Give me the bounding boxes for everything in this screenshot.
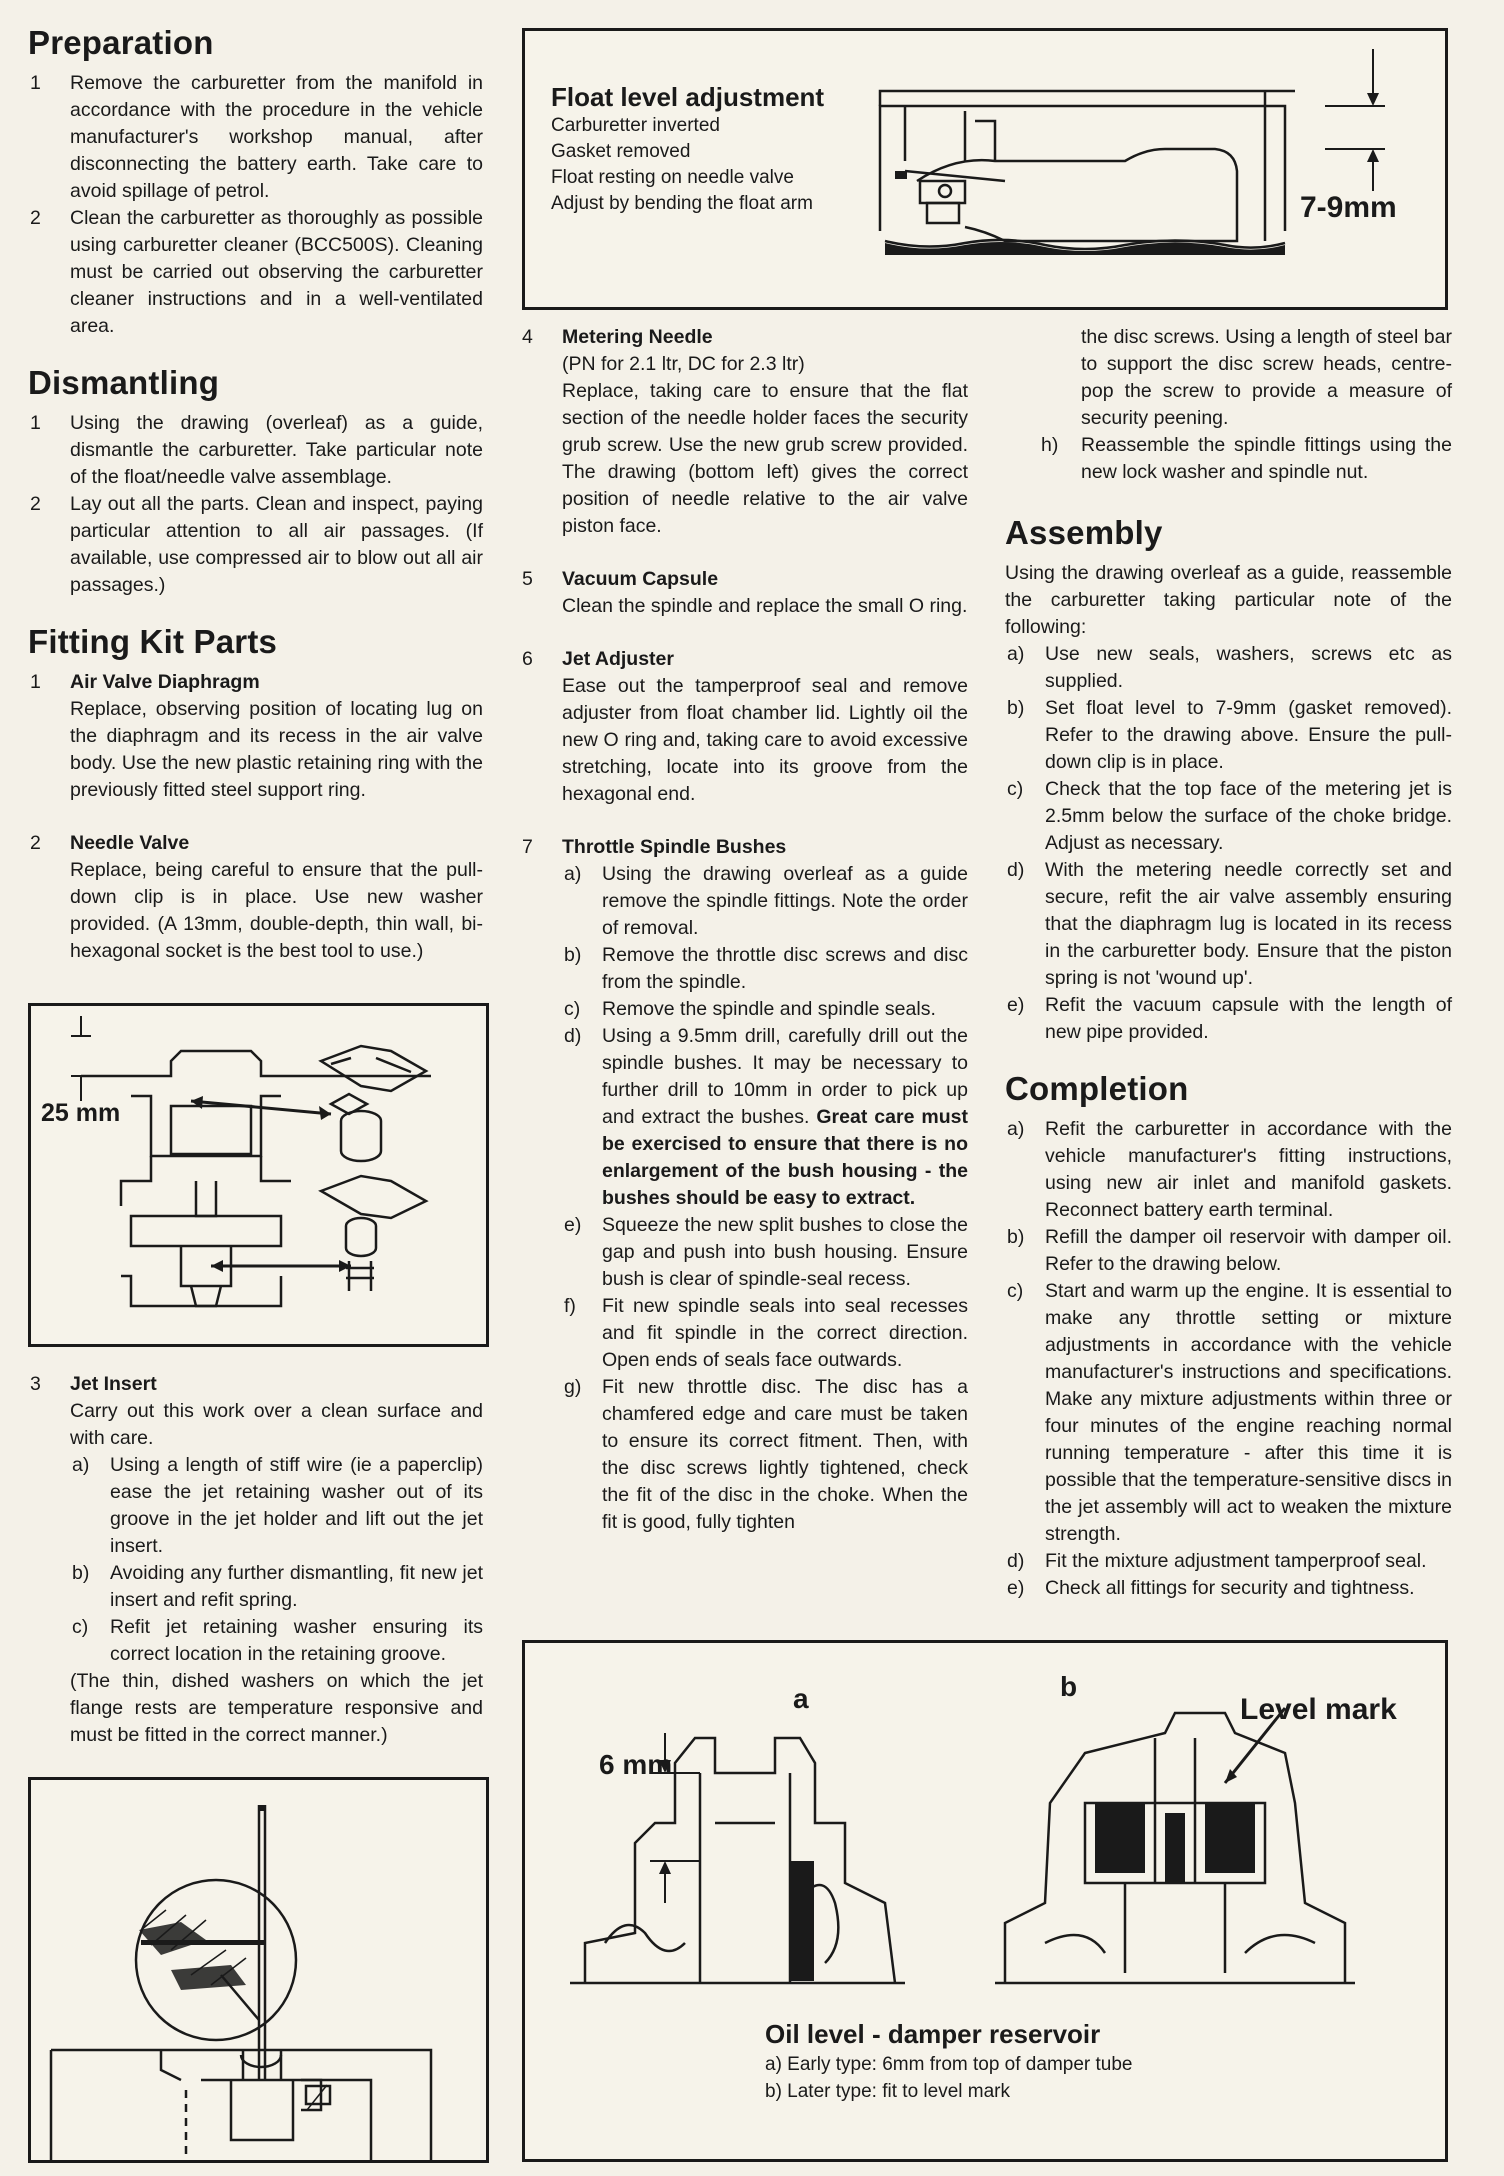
oil-dimension-label: 6 mm xyxy=(599,1749,673,1780)
sub-item: h) Reassemble the spindle fittings using the new lock washer and spindle nut. xyxy=(1041,434,1452,483)
sub-item: e) Check all fittings for security and tightness. xyxy=(1007,1577,1415,1599)
sub-item: f) Fit new spindle seals into seal recesses and fit spindle in the correct direction. Open ends of seals face outwards. xyxy=(564,1295,968,1371)
float-drawing xyxy=(525,31,1445,307)
preparation-item-1: 1 Remove the carburetter from the manifold in accordance with the procedure in the vehicle manufacturer's workshop manual, after disconnecting the battery earth. Take care to avoid spillage of petrol. xyxy=(30,72,483,202)
item-title: Vacuum Capsule xyxy=(562,568,719,590)
float-dimension-label: 7-9mm xyxy=(1300,191,1397,224)
sub-item: b) Avoiding any further dismantling, fit new jet insert and refit spring. xyxy=(72,1562,483,1611)
oil-level-panel xyxy=(522,1640,1448,2162)
preparation-section xyxy=(28,24,483,340)
fitting-section xyxy=(28,623,483,965)
assembly-list xyxy=(1005,641,1452,1046)
float-level-title: Float level adjustment xyxy=(551,82,825,112)
oil-level-caption: Oil level - damper reservoir a) Early type: 6mm from top of damper tube b) Later type: fit to level mark xyxy=(765,2019,1133,2102)
warning-text: Great care must be exercised to ensure that there is no enlargement of the bush housing - the bushes should be easy to extract. xyxy=(602,1106,968,1209)
jet-insert-section xyxy=(28,1371,483,1749)
sub-item: c) Start and warm up the engine. It is essential to make any throttle setting or mixture adjustments in accordance with the vehicle manufacturer's instructions and specifications. Make any mixture adjustments within three or four minutes of the engine reaching normal running temperature - after this time it is possible that the temperature-sensitive discs in the jet assembly will act to weaken the mixture strength. xyxy=(1007,1280,1452,1545)
needle-valve-diagram xyxy=(28,1003,489,1347)
sub-item: d) With the metering needle correctly set and secure, refit the air valve assembly ensuring that the diaphragm lug is located in its recess in the carburetter body. Ensure that the piston spring is not 'wound up'. xyxy=(1007,859,1452,989)
oil-level-title: Oil level - damper reservoir xyxy=(765,2019,1101,2049)
sub-item: e) Squeeze the new split bushes to close the gap and push into bush housing. Ensure bush is clear of spindle-seal recess. xyxy=(564,1214,968,1290)
sub-item: a) Use new seals, washers, screws etc as supplied. xyxy=(1007,643,1452,692)
item-title: Throttle Spindle Bushes xyxy=(562,836,787,858)
sub-item: a) Using the drawing overleaf as a guide remove the spindle fittings. Note the order of removal. xyxy=(564,863,968,939)
completion-heading: Completion xyxy=(1005,1070,1189,1107)
sub-item: c) Remove the spindle and spindle seals. xyxy=(564,998,936,1020)
sub-item: g) Fit new throttle disc. The disc has a chamfered edge and care must be taken to ensure its correct fitment. Then, with the disc screws lightly tightened, check the fit of the disc in the choke. When the fit is good, fully tighten xyxy=(564,1376,968,1533)
sub-item: b) Set float level to 7-9mm (gasket removed). Refer to the drawing above. Ensure the pull-down clip is in place. xyxy=(1007,697,1452,773)
preparation-heading: Preparation xyxy=(28,24,214,61)
column-left xyxy=(28,24,483,965)
fitting-heading: Fitting Kit Parts xyxy=(28,623,278,660)
dismantling-section xyxy=(28,364,483,599)
fitting-item-4: 4 Metering Needle (PN for 2.1 ltr, DC for 2.3 ltr) Replace, taking care to ensure that the flat section of the needle holder faces the security grub screw. Use the new grub screw provided. The drawing (bottom left) gives the correct position of needle relative to the air valve piston face. xyxy=(522,326,968,537)
item-title: Air Valve Diaphragm xyxy=(70,671,260,693)
sub-item: b) Remove the throttle disc screws and disc from the spindle. xyxy=(564,944,968,993)
sub-item: c) Refit jet retaining washer ensuring its correct location in the retaining groove. xyxy=(72,1616,483,1665)
drawing-a-label: a xyxy=(793,1683,809,1714)
assembly-heading: Assembly xyxy=(1005,514,1163,551)
item-title: Metering Needle xyxy=(562,326,713,348)
dismantling-item-1: 1 Using the drawing (overleaf) as a guide, dismantle the carburetter. Take particular note of the float/needle valve assemblage. xyxy=(30,412,483,488)
level-mark-label: Level mark xyxy=(1240,1693,1397,1726)
completion-list xyxy=(1005,1116,1452,1602)
sub-item: b) Refill the damper oil reservoir with damper oil. Refer to the drawing below. xyxy=(1007,1226,1452,1275)
sub-item: e) Refit the vacuum capsule with the length of new pipe provided. xyxy=(1007,994,1452,1043)
jet-note: (The thin, dished washers on which the jet flange rests are temperature responsive and must be fitted in the correct manner.) xyxy=(70,1670,483,1746)
continuation-text: the disc screws. Using a length of steel bar to support the disc screw heads, centre-pop the screw to provide a measure of security peening. xyxy=(1081,326,1452,429)
fitting-item-7: 7 Throttle Spindle Bushes a) Using the drawing overleaf as a guide remove the spindle fittings. Note the order of removal. b) Remove the throttle disc screws and disc from the spindle. c) Remove the spindle and spindle seals. d) Using a 9.5mm drill, carefully drill out the spindle bushes. It may be necessary to further drill to 10mm in order to pick up and extract the bushes. Great care must be exercised to ensure that there is no enlargement of the bush housing - the bushes should be easy to extract. e) Squeeze the new split bushes to close the gap and push into bush housing. Ensure bush is clear of spindle-seal recess. f) Fit new spindle seals into seal recesses and fit spindle in the correct direction. Open ends of seals face outwards. g) Fit new throttle disc. The disc has a chamfered edge and care must be taken to ensure its correct fitment. Then, with the disc screws lightly tightened, check the fit of the disc in the choke. When the fit is good, fully tighten xyxy=(520,834,968,1536)
needle-valve-drawing xyxy=(31,1006,486,1344)
fitting-item-6: 6 Jet Adjuster Ease out the tamperproof seal and remove adjuster from float chamber lid. Lightly oil the new O ring and, taking care to avoid excessive stretching, locate into its groove from the hexagonal end. xyxy=(522,648,968,805)
dismantling-item-2: 2 Lay out all the parts. Clean and inspect, paying particular attention to all air passages. (If available, use compressed air to blow out all air passages.) xyxy=(30,493,483,596)
drawing-b-label: b xyxy=(1060,1671,1078,1702)
column-middle xyxy=(520,324,968,1536)
fitting-item-5: 5 Vacuum Capsule Clean the spindle and replace the small O ring. xyxy=(522,568,968,617)
column-right xyxy=(1005,324,1452,1602)
item-title: Jet Adjuster xyxy=(562,648,674,670)
sub-item: a) Using a length of stiff wire (ie a paperclip) ease the jet retaining washer out of its groove in the jet holder and lift out the jet insert. xyxy=(72,1454,483,1557)
fitting-item-3: 3 Jet Insert Carry out this work over a clean surface and with care. a) Using a length of stiff wire (ie a paperclip) ease the jet retaining washer out of its groove in the jet holder and lift out the jet insert. b) Avoiding any further dismantling, fit new jet insert and refit spring. c) Refit jet retaining washer ensuring its correct location in the retaining groove. xyxy=(28,1371,483,1668)
fitting-item-1: 1 Air Valve Diaphragm Replace, observing position of locating lug on the diaphragm and its recess in the air valve body. Use the new plastic retaining ring with the previously fitted steel support ring. xyxy=(30,671,483,801)
diagram-dimension-label: 25 mm xyxy=(41,1099,121,1127)
sub-item: d) Using a 9.5mm drill, carefully drill out the spindle bushes. It may be necessary to further drill to 10mm in order to pick up and extract the bushes. Great care must be exercised to ensure that there is no enlargement of the bush housing - the bushes should be easy to extract. xyxy=(564,1025,968,1209)
jet-needle-drawing xyxy=(31,1780,486,2160)
jet-needle-diagram xyxy=(28,1777,489,2163)
sub-item: a) Refit the carburetter in accordance with the vehicle manufacturer's fitting instructions, using new air inlet and manifold gaskets. Reconnect battery earth terminal. xyxy=(1007,1118,1452,1221)
sub-item: d) Fit the mixture adjustment tamperproof seal. xyxy=(1007,1550,1427,1572)
dismantling-heading: Dismantling xyxy=(28,364,220,401)
float-level-text: Float level adjustment Carburetter inverted Gasket removed Float resting on needle valve Adjust by bending the float arm xyxy=(551,82,825,214)
assembly-intro: Using the drawing overleaf as a guide, reassemble the carburetter taking particular note of the following: xyxy=(1005,562,1452,638)
float-level-panel xyxy=(522,28,1448,310)
item-title: Needle Valve xyxy=(70,832,190,854)
sub-item: c) Check that the top face of the metering jet is 2.5mm below the surface of the choke bridge. Adjust as necessary. xyxy=(1007,778,1452,854)
item-title: Jet Insert xyxy=(70,1373,157,1395)
fitting-item-2: 2 Needle Valve Replace, being careful to ensure that the pull-down clip is in place. Use new washer provided. (A 13mm, double-depth, thin wall, bi-hexagonal socket is the best tool to use.) xyxy=(30,832,483,962)
preparation-item-2: 2 Clean the carburetter as thoroughly as possible using carburetter cleaner (BCC500S). Cleaning must be carried out observing the carburetter cleaner instructions and in a well-ventilated area. xyxy=(30,207,483,337)
